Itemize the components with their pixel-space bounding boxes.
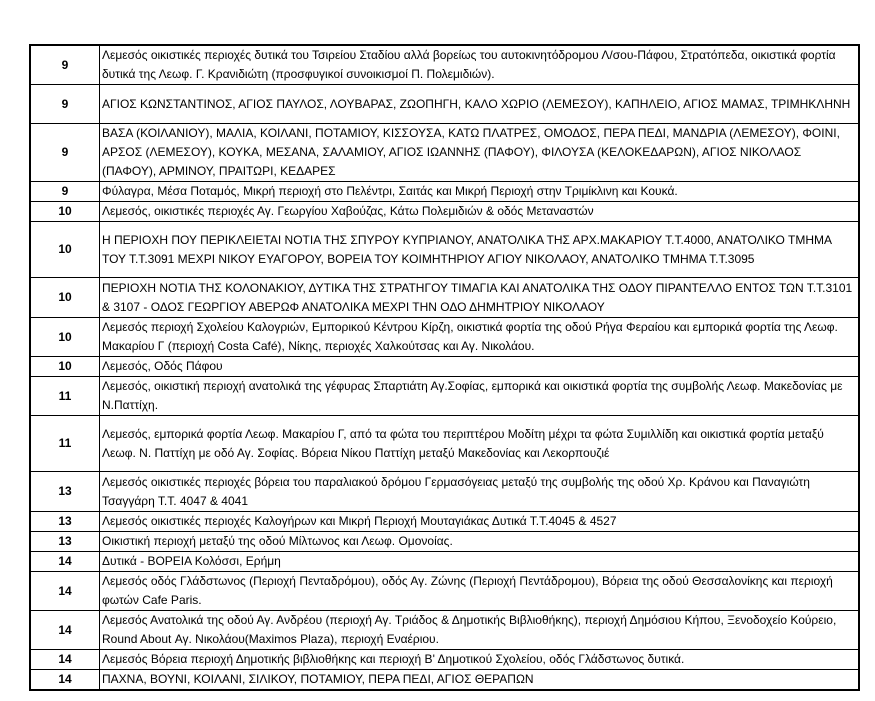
table-row [30, 318, 859, 357]
table-row [30, 670, 859, 691]
table-row [30, 124, 859, 182]
table-row [30, 45, 859, 85]
table-row [30, 572, 859, 611]
area-description: Οικιστική περιοχή μεταξύ της οδού Μίλτωνος και Λεωφ. Ομονοίας. [100, 532, 860, 552]
area-description: Λεμεσός, οικιστικές περιοχές Αγ. Γεωργίου Χαβούζας, Κάτω Πολεμιδιών & οδός Μεταναστών [100, 202, 860, 222]
area-description: Η ΠΕΡΙΟΧΗ ΠΟΥ ΠΕΡΙΚΛΕΙΕΤΑΙ ΝΟΤΙΑ ΤΗΣ ΣΠΥΡΟΥ ΚΥΠΡΙΑΝΟΥ, ΑΝΑΤΟΛΙΚΑ ΤΗΣ ΑΡΧ.ΜΑΚΑΡΙΟΥ Τ.Τ.4000, ΑΝΑΤΟΛΙΚΟ ΤΜΗΜΑ ΤΟΥ Τ.Τ.3091 ΜΕΧΡΙ ΝΙΚΟΥ ΕΥΑΓΟΡΟΥ, ΒΟΡΕΙΑ ΤΟΥ ΚΟΙΜΗΤΗΡΙΟΥ ΑΓΙΟΥ ΝΙΚΟΛΑΟΥ, ΑΝΑΤΟΛΙΚΟ ΤΜΗΜΑ Τ.Τ.3095 [100, 222, 860, 278]
group-number: 14 [30, 572, 100, 611]
area-description: ΠΑΧΝΑ, ΒΟΥΝΙ, ΚΟΙΛΑΝΙ, ΣΙΛΙΚΟΥ, ΠΟΤΑΜΙΟΥ, ΠΕΡΑ ΠΕΔΙ, ΑΓΙΟΣ ΘΕΡΑΠΩΝ [100, 670, 860, 691]
area-description: Δυτικά - ΒΟΡΕΙΑ Κολόσσι, Ερήμη [100, 552, 860, 572]
group-number: 13 [30, 472, 100, 512]
table-row [30, 512, 859, 532]
area-description: Λεμεσός περιοχή Σχολείου Καλογριών, Εμπορικού Κέντρου Κίρζη, οικιστικά φορτία της οδού Ρήγα Φεραίου και εμπορικά φορτία της Λεωφ. Μακαρίου Γ (περιοχή Costa Café), Νίκης, περιοχές Χαλκούτσας και Αγ. Νικολάου. [100, 318, 860, 357]
table-row [30, 202, 859, 222]
area-description: Λεμεσός οικιστικές περιοχές δυτικά του Τσιρείου Σταδίου αλλά βορείως του αυτοκινητόδρομου Λ/σου-Πάφου, Στρατόπεδα, οικιστικά φορτία δυτικά της Λεωφ. Γ. Κρανιδιώτη (προσφυγικοί συνοικισμοί Π. Πολεμιδιών). [100, 45, 860, 85]
area-description: Λεμεσός, οικιστική περιοχή ανατολικά της γέφυρας Σπαρτιάτη Αγ.Σοφίας, εμπορικά και οικιστικά φορτία της συμβολής Λεωφ. Μακεδονίας με Ν.Παττίχη. [100, 377, 860, 416]
group-number: 10 [30, 202, 100, 222]
area-description: Λεμεσός Ανατολικά της οδού Αγ. Ανδρέου (περιοχή Αγ. Τριάδος & Δημοτικής Βιβλιοθήκης), περιοχή Δημόσιου Κήπου, Ξενοδοχείο Κούρειο, Round About Αγ. Νικολάου(Maximos Plaza), περιοχή Εναέριου. [100, 611, 860, 650]
area-description: Φύλαγρα, Μέσα Ποταμός, Μικρή περιοχή στο Πελέντρι, Σαιτάς και Μικρή Περιοχή στην Τριμίκλινη και Κουκά. [100, 182, 860, 202]
table-row [30, 416, 859, 472]
table-row [30, 222, 859, 278]
area-description: ΠΕΡΙΟΧΗ ΝΟΤΙΑ ΤΗΣ ΚΟΛΟΝΑΚΙΟΥ, ΔΥΤΙΚΑ ΤΗΣ ΣΤΡΑΤΗΓΟΥ ΤΙΜΑΓΙΑ ΚΑΙ ΑΝΑΤΟΛΙΚΑ ΤΗΣ ΟΔΟΥ ΠΙΡΑΝΤΕΛΛΟ ΕΝΤΟΣ ΤΩΝ Τ.Τ.3101 & 3107 - ΟΔΟΣ ΓΕΩΡΓΙΟΥ ΑΒΕΡΩΦ ΑΝΑΤΟΛΙΚΑ ΜΕΧΡΙ ΤΗΝ ΟΔΟ ΔΗΜΗΤΡΙΟΥ ΝΙΚΟΛΑΟΥ [100, 278, 860, 318]
group-number: 10 [30, 222, 100, 278]
area-description: ΑΓΙΟΣ ΚΩΝΣΤΑΝΤΙΝΟΣ, ΑΓΙΟΣ ΠΑΥΛΟΣ, ΛΟΥΒΑΡΑΣ, ΖΩΟΠΗΓΗ, ΚΑΛΟ ΧΩΡΙΟ (ΛΕΜΕΣΟΥ), ΚΑΠΗΛΕΙΟ, ΑΓΙΟΣ ΜΑΜΑΣ, ΤΡΙΜΗΚΛΗΝΗ [100, 85, 860, 124]
group-number: 10 [30, 357, 100, 377]
area-description: ΒΑΣΑ (ΚΟΙΛΑΝΙΟΥ), ΜΑΛΙΑ, ΚΟΙΛΑΝΙ, ΠΟΤΑΜΙΟΥ, ΚΙΣΣΟΥΣΑ, ΚΑΤΩ ΠΛΑΤΡΕΣ, ΟΜΟΔΟΣ, ΠΕΡΑ ΠΕΔΙ, ΜΑΝΔΡΙΑ (ΛΕΜΕΣΟΥ), ΦΟΙΝΙ, ΑΡΣΟΣ (ΛΕΜΕΣΟΥ), ΚΟΥΚΑ, ΜΕΣΑΝΑ, ΣΑΛΑΜΙΟΥ, ΑΓΙΟΣ ΙΩΑΝΝΗΣ (ΠΑΦΟΥ), ΦΙΛΟΥΣΑ (ΚΕΛΟΚΕΔΑΡΩΝ), ΑΓΙΟΣ ΝΙΚΟΛΑΟΣ (ΠΑΦΟΥ), ΑΡΜΙΝΟΥ, ΠΡΑΙΤΩΡΙ, ΚΕΔΑΡΕΣ [100, 124, 860, 182]
group-number: 11 [30, 416, 100, 472]
group-number: 14 [30, 611, 100, 650]
area-description: Λεμεσός οικιστικές περιοχές βόρεια του παραλιακού δρόμου Γερμασόγειας μεταξύ της συμβολής της οδού Χρ. Κράνου και Παναγιώτη Τσαγγάρη Τ.Τ. 4047 & 4041 [100, 472, 860, 512]
area-description: Λεμεσός Βόρεια περιοχή Δημοτικής βιβλιοθήκης και περιοχή Β' Δημοτικού Σχολείου, οδός Γλάδστωνος δυτικά. [100, 650, 860, 670]
table-row [30, 278, 859, 318]
group-number: 14 [30, 552, 100, 572]
table-row [30, 552, 859, 572]
table-row [30, 650, 859, 670]
group-number: 9 [30, 45, 100, 85]
table-row [30, 182, 859, 202]
group-number: 11 [30, 377, 100, 416]
group-number: 14 [30, 650, 100, 670]
table-row [30, 357, 859, 377]
area-description: Λεμεσός οδός Γλάδστωνος (Περιοχή Πενταδρόμου), οδός Αγ. Ζώνης (Περιοχή Πεντάδρομου), Βόρεια της οδού Θεσσαλονίκης και περιοχή φωτών Cafe Paris. [100, 572, 860, 611]
area-description: Λεμεσός, Οδός Πάφου [100, 357, 860, 377]
group-number: 9 [30, 85, 100, 124]
table-row [30, 377, 859, 416]
group-number: 14 [30, 670, 100, 691]
group-number: 10 [30, 278, 100, 318]
area-description: Λεμεσός οικιστικές περιοχές Καλογήρων και Μικρή Περιοχή Μουταγιάκας Δυτικά Τ.Τ.4045 & 4527 [100, 512, 860, 532]
group-number: 9 [30, 182, 100, 202]
table-row [30, 611, 859, 650]
group-number: 10 [30, 318, 100, 357]
area-description: Λεμεσός, εμπορικά φορτία Λεωφ. Μακαρίου Γ, από τα φώτα του περιπτέρου Μοδίτη μέχρι τα φώτα Συμιλλίδη και οικιστικά φορτία μεταξύ Λεωφ. Ν. Παττίχη με οδό Αγ. Σοφίας. Βόρεια Νίκου Παττίχη μεταξύ Μακεδονίας και Λεκορπουζιέ [100, 416, 860, 472]
table-row [30, 532, 859, 552]
group-number: 9 [30, 124, 100, 182]
table-row [30, 85, 859, 124]
group-number: 13 [30, 532, 100, 552]
group-number: 13 [30, 512, 100, 532]
outage-areas-table [29, 44, 860, 691]
table-row [30, 472, 859, 512]
